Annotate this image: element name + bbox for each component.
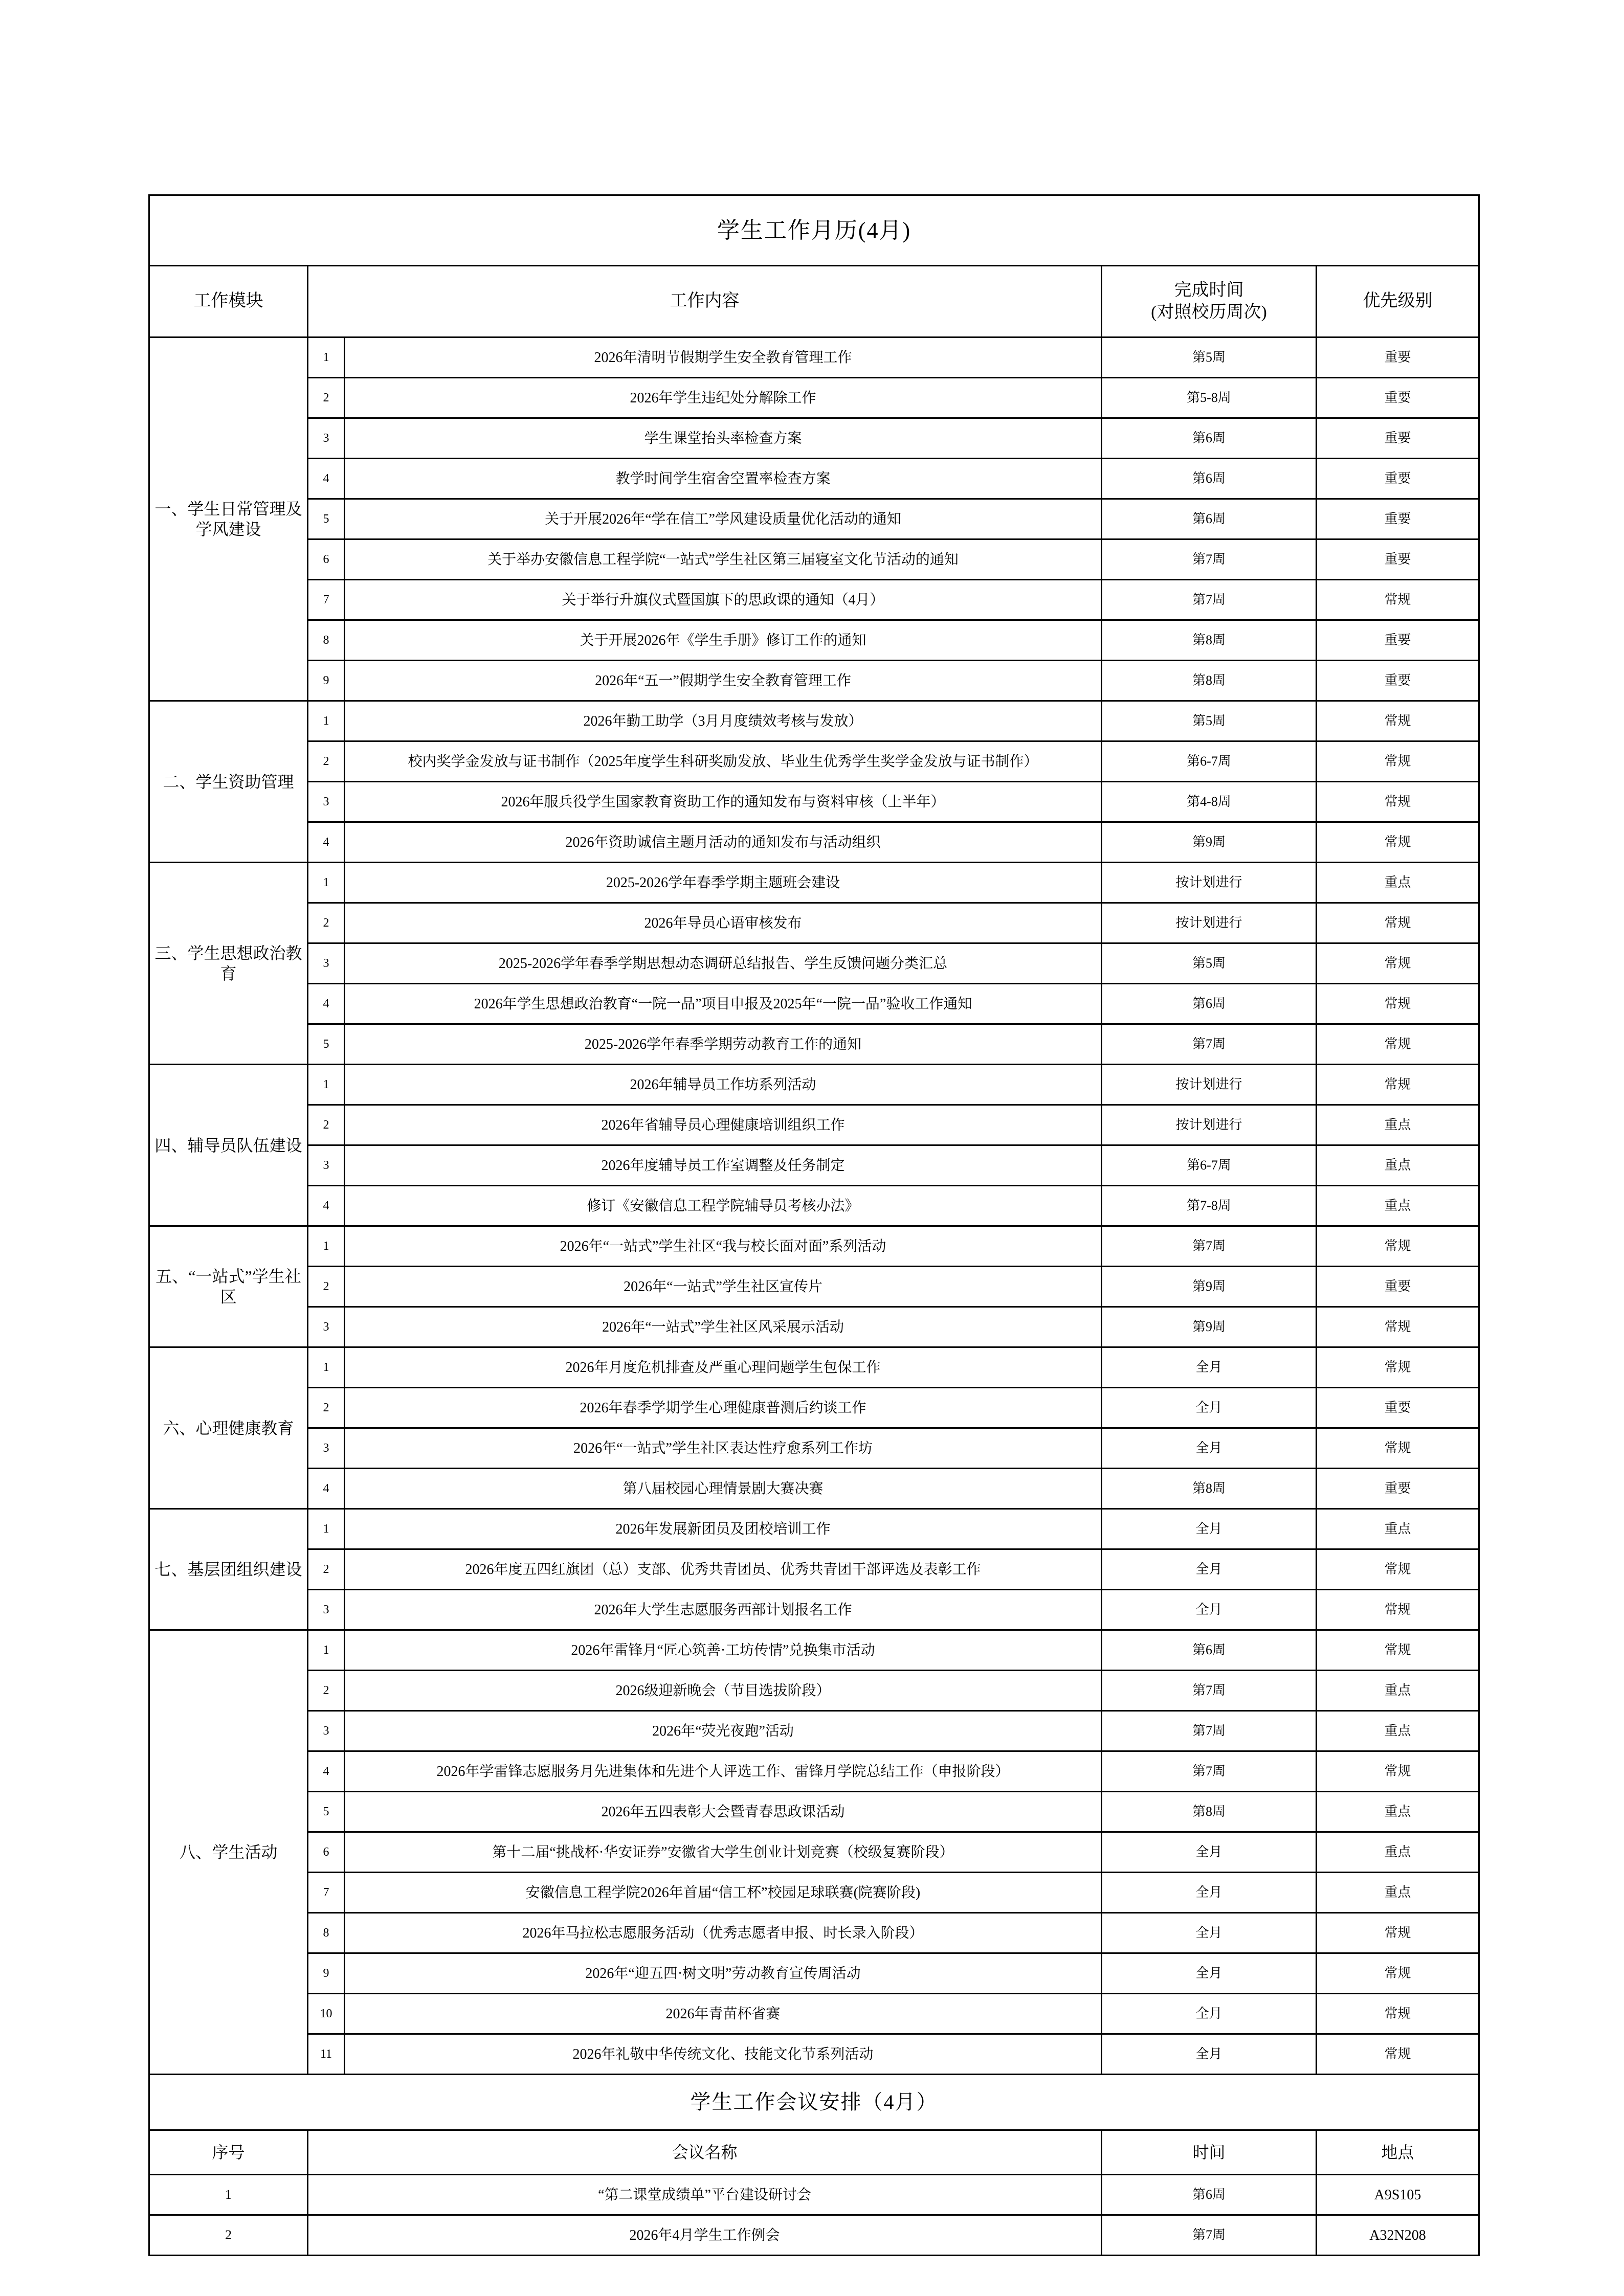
column-header-time: [1102, 266, 1317, 337]
priority-level: 重要: [1317, 459, 1479, 499]
priority-level: 常规: [1317, 984, 1479, 1024]
work-content: 2026年“迎五四·树文明”劳动教育宣传周活动: [345, 1953, 1102, 1994]
row-index: 2: [308, 1105, 345, 1145]
completion-time: 全月: [1102, 2034, 1317, 2075]
completion-time: 第7周: [1102, 539, 1317, 580]
priority-level: 常规: [1317, 1549, 1479, 1590]
table-row: [149, 863, 1479, 903]
work-content: 2026级迎新晚会（节目选拔阶段）: [345, 1671, 1102, 1711]
work-content: 2026年礼敬中华传统文化、技能文化节系列活动: [345, 2034, 1102, 2075]
completion-time: 第6周: [1102, 499, 1317, 539]
meeting-row: [149, 2215, 1479, 2256]
work-content: 2026年“一站式”学生社区宣传片: [345, 1267, 1102, 1307]
table-row: [149, 1307, 1479, 1347]
completion-time: 按计划进行: [1102, 1065, 1317, 1105]
work-content: 2026年导员心语审核发布: [345, 903, 1102, 943]
meeting-name: 2026年4月学生工作例会: [308, 2215, 1102, 2256]
completion-time: 按计划进行: [1102, 903, 1317, 943]
row-index: 4: [308, 822, 345, 863]
row-index: 4: [308, 1186, 345, 1226]
work-content: 2026年发展新团员及团校培训工作: [345, 1509, 1102, 1549]
work-content: 2026年雷锋月“匠心筑善·工坊传情”兑换集市活动: [345, 1630, 1102, 1671]
row-index: 3: [308, 1307, 345, 1347]
table-row: [149, 741, 1479, 782]
table-row: [149, 1509, 1479, 1549]
completion-time: 第7周: [1102, 1226, 1317, 1267]
priority-level: 常规: [1317, 701, 1479, 741]
column-header-content: 工作内容: [308, 266, 1102, 337]
table-row: [149, 1953, 1479, 1994]
work-content: 2026年月度危机排查及严重心理问题学生包保工作: [345, 1347, 1102, 1388]
work-content: 2026年度五四红旗团（总）支部、优秀共青团员、优秀共青团干部评选及表彰工作: [345, 1549, 1102, 1590]
work-module-cell: 一、学生日常管理及学风建设: [149, 337, 308, 701]
page-title: 学生工作月历(4月): [149, 195, 1479, 266]
completion-time: 第7周: [1102, 1751, 1317, 1792]
work-content: 2025-2026学年春季学期思想动态调研总结报告、学生反馈问题分类汇总: [345, 943, 1102, 984]
meeting-row: [149, 2175, 1479, 2215]
priority-level: 重要: [1317, 620, 1479, 661]
row-index: 1: [308, 1509, 345, 1549]
table-row: [149, 580, 1479, 620]
priority-level: 重点: [1317, 1509, 1479, 1549]
priority-level: 重要: [1317, 1267, 1479, 1307]
table-row: [149, 1469, 1479, 1509]
completion-time: 第6周: [1102, 1630, 1317, 1671]
priority-level: 重要: [1317, 418, 1479, 459]
table-row: [149, 1347, 1479, 1388]
priority-level: 重要: [1317, 499, 1479, 539]
work-module-cell: 五、“一站式”学生社区: [149, 1226, 308, 1347]
work-content: 2026年“一站式”学生社区风采展示活动: [345, 1307, 1102, 1347]
priority-level: 常规: [1317, 580, 1479, 620]
priority-level: 重要: [1317, 1388, 1479, 1428]
completion-time: 全月: [1102, 1347, 1317, 1388]
column-header-priority: 优先级别: [1317, 266, 1479, 337]
priority-level: 重点: [1317, 1832, 1479, 1873]
priority-level: 常规: [1317, 1307, 1479, 1347]
completion-time: 全月: [1102, 1832, 1317, 1873]
completion-time: 全月: [1102, 1428, 1317, 1469]
column-header-time-main: 完成时间: [1174, 281, 1244, 300]
priority-level: 重要: [1317, 1469, 1479, 1509]
table-row: [149, 782, 1479, 822]
table-row: [149, 903, 1479, 943]
row-index: 1: [308, 337, 345, 378]
row-index: 2: [308, 1549, 345, 1590]
work-module-cell: 三、学生思想政治教育: [149, 863, 308, 1065]
work-content: 学生课堂抬头率检查方案: [345, 418, 1102, 459]
row-index: 1: [308, 1347, 345, 1388]
meeting-location: A32N208: [1317, 2215, 1479, 2256]
table-row: [149, 539, 1479, 580]
table-row: [149, 1873, 1479, 1913]
priority-level: 常规: [1317, 822, 1479, 863]
work-content: 2026年学生违纪处分解除工作: [345, 378, 1102, 418]
table-row: [149, 1671, 1479, 1711]
work-content: 2026年“一站式”学生社区表达性疗愈系列工作坊: [345, 1428, 1102, 1469]
work-content: 2026年省辅导员心理健康培训组织工作: [345, 1105, 1102, 1145]
completion-time: 第9周: [1102, 1267, 1317, 1307]
row-index: 6: [308, 1832, 345, 1873]
table-row: [149, 337, 1479, 378]
completion-time: 第7-8周: [1102, 1186, 1317, 1226]
priority-level: 重点: [1317, 1105, 1479, 1145]
row-index: 8: [308, 620, 345, 661]
row-index: 5: [308, 1792, 345, 1832]
work-content: 2026年资助诚信主题月活动的通知发布与活动组织: [345, 822, 1102, 863]
priority-level: 常规: [1317, 903, 1479, 943]
work-content: 关于举办安徽信息工程学院“一站式”学生社区第三届寝室文化节活动的通知: [345, 539, 1102, 580]
completion-time: 按计划进行: [1102, 1105, 1317, 1145]
table-row: [149, 1590, 1479, 1630]
completion-time: 第7周: [1102, 580, 1317, 620]
meeting-time: 第7周: [1102, 2215, 1317, 2256]
work-content: 关于举行升旗仪式暨国旗下的思政课的通知（4月）: [345, 580, 1102, 620]
completion-time: 第6周: [1102, 418, 1317, 459]
completion-time: 第8周: [1102, 1792, 1317, 1832]
title-row: [149, 195, 1479, 266]
meeting-section-title: 学生工作会议安排（4月）: [149, 2075, 1479, 2130]
row-index: 1: [308, 1630, 345, 1671]
column-header-row: [149, 266, 1479, 337]
work-content: 2026年“一站式”学生社区“我与校长面对面”系列活动: [345, 1226, 1102, 1267]
completion-time: 第6-7周: [1102, 1145, 1317, 1186]
completion-time: 第6周: [1102, 459, 1317, 499]
work-content: 第十二届“挑战杯·华安证券”安徽省大学生创业计划竞赛（校级复赛阶段）: [345, 1832, 1102, 1873]
completion-time: 第8周: [1102, 661, 1317, 701]
row-index: 4: [308, 984, 345, 1024]
row-index: 2: [308, 1388, 345, 1428]
work-content: 2026年五四表彰大会暨青春思政课活动: [345, 1792, 1102, 1832]
completion-time: 全月: [1102, 1388, 1317, 1428]
table-row: [149, 378, 1479, 418]
row-index: 7: [308, 580, 345, 620]
completion-time: 第7周: [1102, 1711, 1317, 1751]
row-index: 2: [308, 1671, 345, 1711]
table-row: [149, 1751, 1479, 1792]
row-index: 4: [308, 1469, 345, 1509]
row-index: 1: [308, 1065, 345, 1105]
row-index: 4: [308, 1751, 345, 1792]
completion-time: 第9周: [1102, 1307, 1317, 1347]
priority-level: 常规: [1317, 1065, 1479, 1105]
priority-level: 常规: [1317, 1630, 1479, 1671]
priority-level: 常规: [1317, 1226, 1479, 1267]
meeting-no: 2: [149, 2215, 308, 2256]
table-row: [149, 418, 1479, 459]
priority-level: 常规: [1317, 782, 1479, 822]
table-row: [149, 943, 1479, 984]
work-content: 修订《安徽信息工程学院辅导员考核办法》: [345, 1186, 1102, 1226]
column-header-time-sub: (对照校历周次): [1151, 302, 1267, 322]
work-module-cell: 六、心理健康教育: [149, 1347, 308, 1509]
completion-time: 第8周: [1102, 620, 1317, 661]
priority-level: 常规: [1317, 1913, 1479, 1953]
work-content: 2026年服兵役学生国家教育资助工作的通知发布与资料审核（上半年）: [345, 782, 1102, 822]
column-header-module: 工作模块: [149, 266, 308, 337]
completion-time: 全月: [1102, 1509, 1317, 1549]
row-index: 11: [308, 2034, 345, 2075]
meeting-header-location: 地点: [1317, 2130, 1479, 2175]
row-index: 1: [308, 863, 345, 903]
row-index: 5: [308, 1024, 345, 1065]
completion-time: 第6-7周: [1102, 741, 1317, 782]
row-index: 8: [308, 1913, 345, 1953]
completion-time: 全月: [1102, 1873, 1317, 1913]
row-index: 3: [308, 1428, 345, 1469]
completion-time: 第8周: [1102, 1469, 1317, 1509]
row-index: 1: [308, 1226, 345, 1267]
table-row: [149, 1388, 1479, 1428]
work-module-cell: 八、学生活动: [149, 1630, 308, 2075]
row-index: 2: [308, 378, 345, 418]
meeting-header-row: [149, 2130, 1479, 2175]
priority-level: 重要: [1317, 337, 1479, 378]
row-index: 2: [308, 1267, 345, 1307]
work-content: 2026年清明节假期学生安全教育管理工作: [345, 337, 1102, 378]
priority-level: 重点: [1317, 1671, 1479, 1711]
priority-level: 重要: [1317, 661, 1479, 701]
table-row: [149, 984, 1479, 1024]
table-row: [149, 1105, 1479, 1145]
table-row: [149, 1267, 1479, 1307]
row-index: 2: [308, 741, 345, 782]
row-index: 1: [308, 701, 345, 741]
work-content: 2026年度辅导员工作室调整及任务制定: [345, 1145, 1102, 1186]
work-content: 教学时间学生宿舍空置率检查方案: [345, 459, 1102, 499]
work-content: 2026年春季学期学生心理健康普测后约谈工作: [345, 1388, 1102, 1428]
priority-level: 重要: [1317, 378, 1479, 418]
work-content: 关于开展2026年“学在信工”学风建设质量优化活动的通知: [345, 499, 1102, 539]
priority-level: 常规: [1317, 943, 1479, 984]
meeting-location: A9S105: [1317, 2175, 1479, 2215]
work-content: 2026年勤工助学（3月月度绩效考核与发放）: [345, 701, 1102, 741]
table-row: [149, 1145, 1479, 1186]
completion-time: 第9周: [1102, 822, 1317, 863]
priority-level: 常规: [1317, 1953, 1479, 1994]
table-row: [149, 1428, 1479, 1469]
priority-level: 重点: [1317, 1873, 1479, 1913]
completion-time: 全月: [1102, 1590, 1317, 1630]
work-content: 2026年学雷锋志愿服务月先进集体和先进个人评选工作、雷锋月学院总结工作（申报阶段）: [345, 1751, 1102, 1792]
completion-time: 全月: [1102, 1953, 1317, 1994]
row-index: 4: [308, 459, 345, 499]
row-index: 6: [308, 539, 345, 580]
table-row: [149, 620, 1479, 661]
row-index: 7: [308, 1873, 345, 1913]
work-content: 2025-2026学年春季学期劳动教育工作的通知: [345, 1024, 1102, 1065]
completion-time: 第6周: [1102, 984, 1317, 1024]
priority-level: 重点: [1317, 1186, 1479, 1226]
meeting-title-row: [149, 2075, 1479, 2130]
work-module-cell: 二、学生资助管理: [149, 701, 308, 863]
table-row: [149, 459, 1479, 499]
row-index: 9: [308, 1953, 345, 1994]
row-index: 5: [308, 499, 345, 539]
table-row: [149, 1711, 1479, 1751]
work-content: 2025-2026学年春季学期主题班会建设: [345, 863, 1102, 903]
completion-time: 全月: [1102, 1549, 1317, 1590]
row-index: 3: [308, 782, 345, 822]
row-index: 9: [308, 661, 345, 701]
completion-time: 第5周: [1102, 701, 1317, 741]
work-content: 2026年学生思想政治教育“一院一品”项目申报及2025年“一院一品”验收工作通知: [345, 984, 1102, 1024]
completion-time: 全月: [1102, 1913, 1317, 1953]
completion-time: 第5周: [1102, 337, 1317, 378]
work-content: 2026年“荧光夜跑”活动: [345, 1711, 1102, 1751]
table-row: [149, 822, 1479, 863]
row-index: 3: [308, 943, 345, 984]
priority-level: 常规: [1317, 1428, 1479, 1469]
meeting-no: 1: [149, 2175, 308, 2215]
work-content: 2026年辅导员工作坊系列活动: [345, 1065, 1102, 1105]
priority-level: 重点: [1317, 1711, 1479, 1751]
table-row: [149, 499, 1479, 539]
table-row: [149, 1226, 1479, 1267]
priority-level: 重要: [1317, 539, 1479, 580]
completion-time: 全月: [1102, 1994, 1317, 2034]
table-row: [149, 661, 1479, 701]
work-content: 2026年大学生志愿服务西部计划报名工作: [345, 1590, 1102, 1630]
completion-time: 第7周: [1102, 1024, 1317, 1065]
meeting-header-time: 时间: [1102, 2130, 1317, 2175]
priority-level: 常规: [1317, 2034, 1479, 2075]
row-index: 10: [308, 1994, 345, 2034]
student-work-calendar-table: [148, 194, 1480, 2256]
work-module-cell: 七、基层团组织建设: [149, 1509, 308, 1630]
meeting-name: “第二课堂成绩单”平台建设研讨会: [308, 2175, 1102, 2215]
priority-level: 常规: [1317, 1024, 1479, 1065]
table-row: [149, 1024, 1479, 1065]
work-content: 第八届校园心理情景剧大赛决赛: [345, 1469, 1102, 1509]
table-row: [149, 1832, 1479, 1873]
table-row: [149, 1913, 1479, 1953]
table-row: [149, 1186, 1479, 1226]
table-row: [149, 2034, 1479, 2075]
row-index: 3: [308, 1711, 345, 1751]
row-index: 3: [308, 1590, 345, 1630]
work-content: 2026年马拉松志愿服务活动（优秀志愿者申报、时长录入阶段）: [345, 1913, 1102, 1953]
priority-level: 常规: [1317, 741, 1479, 782]
table-row: [149, 1549, 1479, 1590]
work-content: 关于开展2026年《学生手册》修订工作的通知: [345, 620, 1102, 661]
priority-level: 重点: [1317, 863, 1479, 903]
work-content: 校内奖学金发放与证书制作（2025年度学生科研奖励发放、毕业生优秀学生奖学金发放与证书制作）: [345, 741, 1102, 782]
row-index: 3: [308, 418, 345, 459]
completion-time: 第5-8周: [1102, 378, 1317, 418]
priority-level: 常规: [1317, 1751, 1479, 1792]
completion-time: 第7周: [1102, 1671, 1317, 1711]
meeting-header-name: 会议名称: [308, 2130, 1102, 2175]
priority-level: 常规: [1317, 1590, 1479, 1630]
priority-level: 重点: [1317, 1145, 1479, 1186]
priority-level: 重点: [1317, 1792, 1479, 1832]
completion-time: 第5周: [1102, 943, 1317, 984]
work-content: 2026年“五一”假期学生安全教育管理工作: [345, 661, 1102, 701]
table-row: [149, 1630, 1479, 1671]
meeting-header-no: 序号: [149, 2130, 308, 2175]
completion-time: 第4-8周: [1102, 782, 1317, 822]
table-row: [149, 701, 1479, 741]
meeting-time: 第6周: [1102, 2175, 1317, 2215]
table-row: [149, 1792, 1479, 1832]
row-index: 3: [308, 1145, 345, 1186]
completion-time: 按计划进行: [1102, 863, 1317, 903]
table-row: [149, 1994, 1479, 2034]
table-row: [149, 1065, 1479, 1105]
priority-level: 常规: [1317, 1347, 1479, 1388]
work-module-cell: 四、辅导员队伍建设: [149, 1065, 308, 1226]
row-index: 2: [308, 903, 345, 943]
priority-level: 常规: [1317, 1994, 1479, 2034]
work-content: 2026年青苗杯省赛: [345, 1994, 1102, 2034]
work-content: 安徽信息工程学院2026年首届“信工杯”校园足球联赛(院赛阶段): [345, 1873, 1102, 1913]
